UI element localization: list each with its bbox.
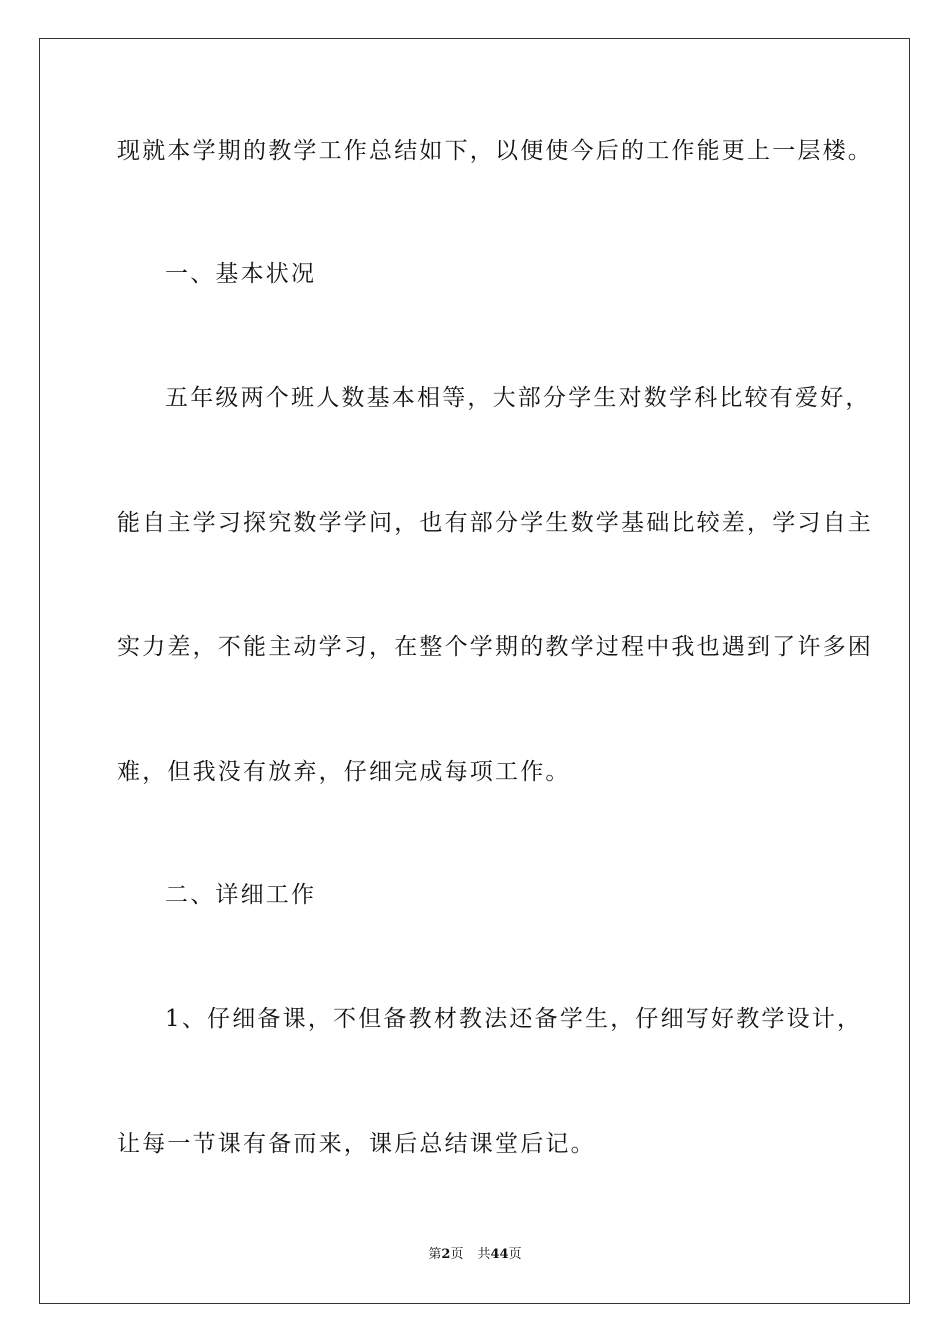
body-text-line-4: 实力差，不能主动学习，在整个学期的教学过程中我也遇到了许多困	[117, 634, 873, 660]
footer-total-prefix: 共	[477, 1247, 491, 1262]
footer-total-suffix: 页	[508, 1247, 522, 1262]
body-text-line-6: 1、仔细备课，不但备教材教法还备学生，仔细写好教学设计，	[165, 1006, 863, 1032]
page-border	[39, 38, 910, 1304]
body-text-line-2: 五年级两个班人数基本相等，大部分学生对数学科比较有爱好，	[165, 385, 871, 411]
body-text-line-1: 现就本学期的教学工作总结如下，以便使今后的工作能更上一层楼。	[117, 138, 873, 164]
footer-page-prefix: 第	[428, 1247, 442, 1262]
body-text-line-7: 让每一节课有备而来，课后总结课堂后记。	[117, 1131, 596, 1157]
section-heading-detailed-work: 二、详细工作	[165, 882, 317, 908]
footer-page-number: 2	[441, 1247, 451, 1262]
page-footer	[0, 1246, 950, 1264]
footer-page-suffix: 页	[450, 1247, 464, 1262]
footer-total-pages: 44	[490, 1247, 509, 1262]
body-text-line-5: 难，但我没有放弃，仔细完成每项工作。	[117, 759, 571, 785]
section-heading-basic-status: 一、基本状况	[165, 261, 317, 287]
body-text-line-3: 能自主学习探究数学学问，也有部分学生数学基础比较差，学习自主	[117, 510, 873, 536]
